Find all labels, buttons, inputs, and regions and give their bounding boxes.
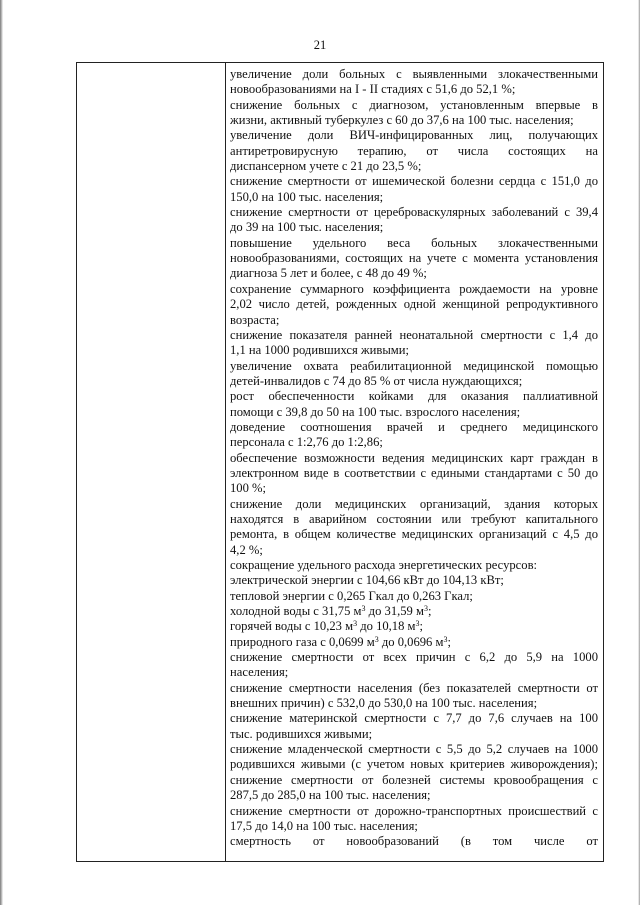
text-line: обеспечение возможности ведения медицинских карт граждан в bbox=[230, 450, 598, 465]
text-line: снижение смертности от болезней системы кровообращения с bbox=[230, 772, 598, 787]
text-line: увеличение охвата реабилитационной медицинской помощью bbox=[230, 358, 598, 373]
text-line: помощи с 39,8 до 50 на 100 тыс. взрослого населения; bbox=[230, 404, 521, 419]
text-line: тыс. родившихся живыми; bbox=[230, 726, 373, 741]
text-line: до 39 на 100 тыс. населения; bbox=[230, 220, 384, 235]
text-line: снижение смертности от всех причин с 6,2 до 5,9 на 1000 bbox=[230, 650, 598, 665]
text-line: диспансерном учете с 21 до 23,5 %; bbox=[230, 159, 422, 174]
text-line: природного газа с 0,0699 $м^3$ до 0,0696 $м^3$; bbox=[230, 634, 451, 649]
text-line: населения; bbox=[230, 665, 289, 680]
text-line: сохранение суммарного коэффициента рождаемости на уровне bbox=[230, 281, 598, 296]
text-line: возраста; bbox=[230, 312, 280, 327]
text-line: 2,02 число детей, рожденных одной женщиной репродуктивного bbox=[230, 297, 598, 312]
text-line: холодной воды с 31,75 $м^3$ до 31,59 $м^3$; bbox=[230, 604, 432, 619]
text-line: электронном виде в соответствии с едиными стандартами с 50 до bbox=[230, 465, 598, 480]
table-cell-left-empty bbox=[77, 63, 225, 861]
text-line: смертность от новообразований (в том числе от bbox=[230, 834, 598, 849]
text-line: снижение смертности населения (без показателей смертности от bbox=[230, 680, 598, 695]
text-line: снижение доли медицинских организаций, здания которых bbox=[230, 496, 598, 511]
text-line: снижение показателя ранней неонатальной смертности с 1,4 до bbox=[230, 327, 598, 342]
text-line: снижение младенческой смертности с 5,5 до 5,2 случаев на 1000 bbox=[230, 742, 598, 757]
text-line: снижение смертности от цереброваскулярных заболеваний с 39,4 bbox=[230, 205, 598, 220]
text-line: увеличение доли больных с выявленными злокачественными bbox=[230, 67, 598, 81]
text-line: увеличение доли ВИЧ-инфицированных лиц, получающих bbox=[230, 128, 598, 143]
table-column-divider bbox=[225, 63, 226, 861]
text-line: доведение соотношения врачей и среднего медицинского bbox=[230, 419, 598, 434]
text-line: ремонта, в общем количестве медицинских организаций с 4,5 до bbox=[230, 527, 598, 542]
table-border-right bbox=[603, 63, 604, 861]
table-cell-right-text bbox=[230, 67, 598, 850]
text-line: новообразованиями, состоящих на учете с момента установления bbox=[230, 251, 598, 266]
text-line: горячей воды с 10,23 $м^3$ до 10,18 $м^3$; bbox=[230, 619, 424, 634]
text-line: 17,5 до 14,0 на 100 тыс. населения; bbox=[230, 818, 418, 833]
text-line: внешних причин) с 532,0 до 530,0 на 100 тыс. населения; bbox=[230, 696, 538, 711]
text-line: детей-инвалидов с 74 до 85 % от числа нуждающихся; bbox=[230, 373, 523, 388]
text-line: персонала с 1:2,76 до 1:2,86; bbox=[230, 435, 383, 450]
text-line: снижение смертности от дорожно-транспортных происшествий с bbox=[230, 803, 598, 818]
text-line: тепловой энергии с 0,265 Гкал до 0,263 Гкал; bbox=[230, 588, 473, 603]
text-line: снижение материнской смертности с 7,7 до 7,6 случаев на 100 bbox=[230, 711, 598, 726]
text-line: сокращение удельного расхода энергетических ресурсов: bbox=[230, 558, 538, 572]
page-number: 21 bbox=[313, 38, 327, 52]
text-line: находятся в аварийном состоянии или требуют капитального bbox=[230, 511, 598, 526]
text-line: диагноза 5 лет и более, с 48 до 49 %; bbox=[230, 266, 427, 281]
text-line: 4,2 %; bbox=[230, 542, 263, 557]
text-line: электрической энергии с 104,66 кВт до 104,13 кВт; bbox=[230, 573, 504, 588]
text-line: повышение удельного веса больных злокачественными bbox=[230, 235, 598, 250]
text-line: родившихся живыми (с учетом новых критериев живорождения); bbox=[230, 757, 598, 772]
text-line: 100 %; bbox=[230, 481, 267, 496]
text-line: 150,0 на 100 тыс. населения; bbox=[230, 189, 384, 204]
text-line: рост обеспеченности койками для оказания паллиативной bbox=[230, 389, 598, 404]
text-line: снижение смертности от ишемической болезни сердца с 151,0 до bbox=[230, 174, 598, 189]
scan-edge-left bbox=[0, 0, 3, 905]
text-line: новообразованиями на I - II стадиях с 51,6 до 52,1 %; bbox=[230, 82, 516, 97]
text-line: снижение больных с диагнозом, установленным впервые в bbox=[230, 97, 598, 112]
text-line: 287,5 до 285,0 на 100 тыс. населения; bbox=[230, 788, 431, 803]
text-line: 1,1 на 1000 родившихся живыми; bbox=[230, 343, 409, 358]
text-line: антиретровирусную терапию, от числа состоящих на bbox=[230, 143, 598, 158]
text-line: жизни, активный туберкулез с 60 до 37,6 на 100 тыс. населения; bbox=[230, 113, 574, 128]
